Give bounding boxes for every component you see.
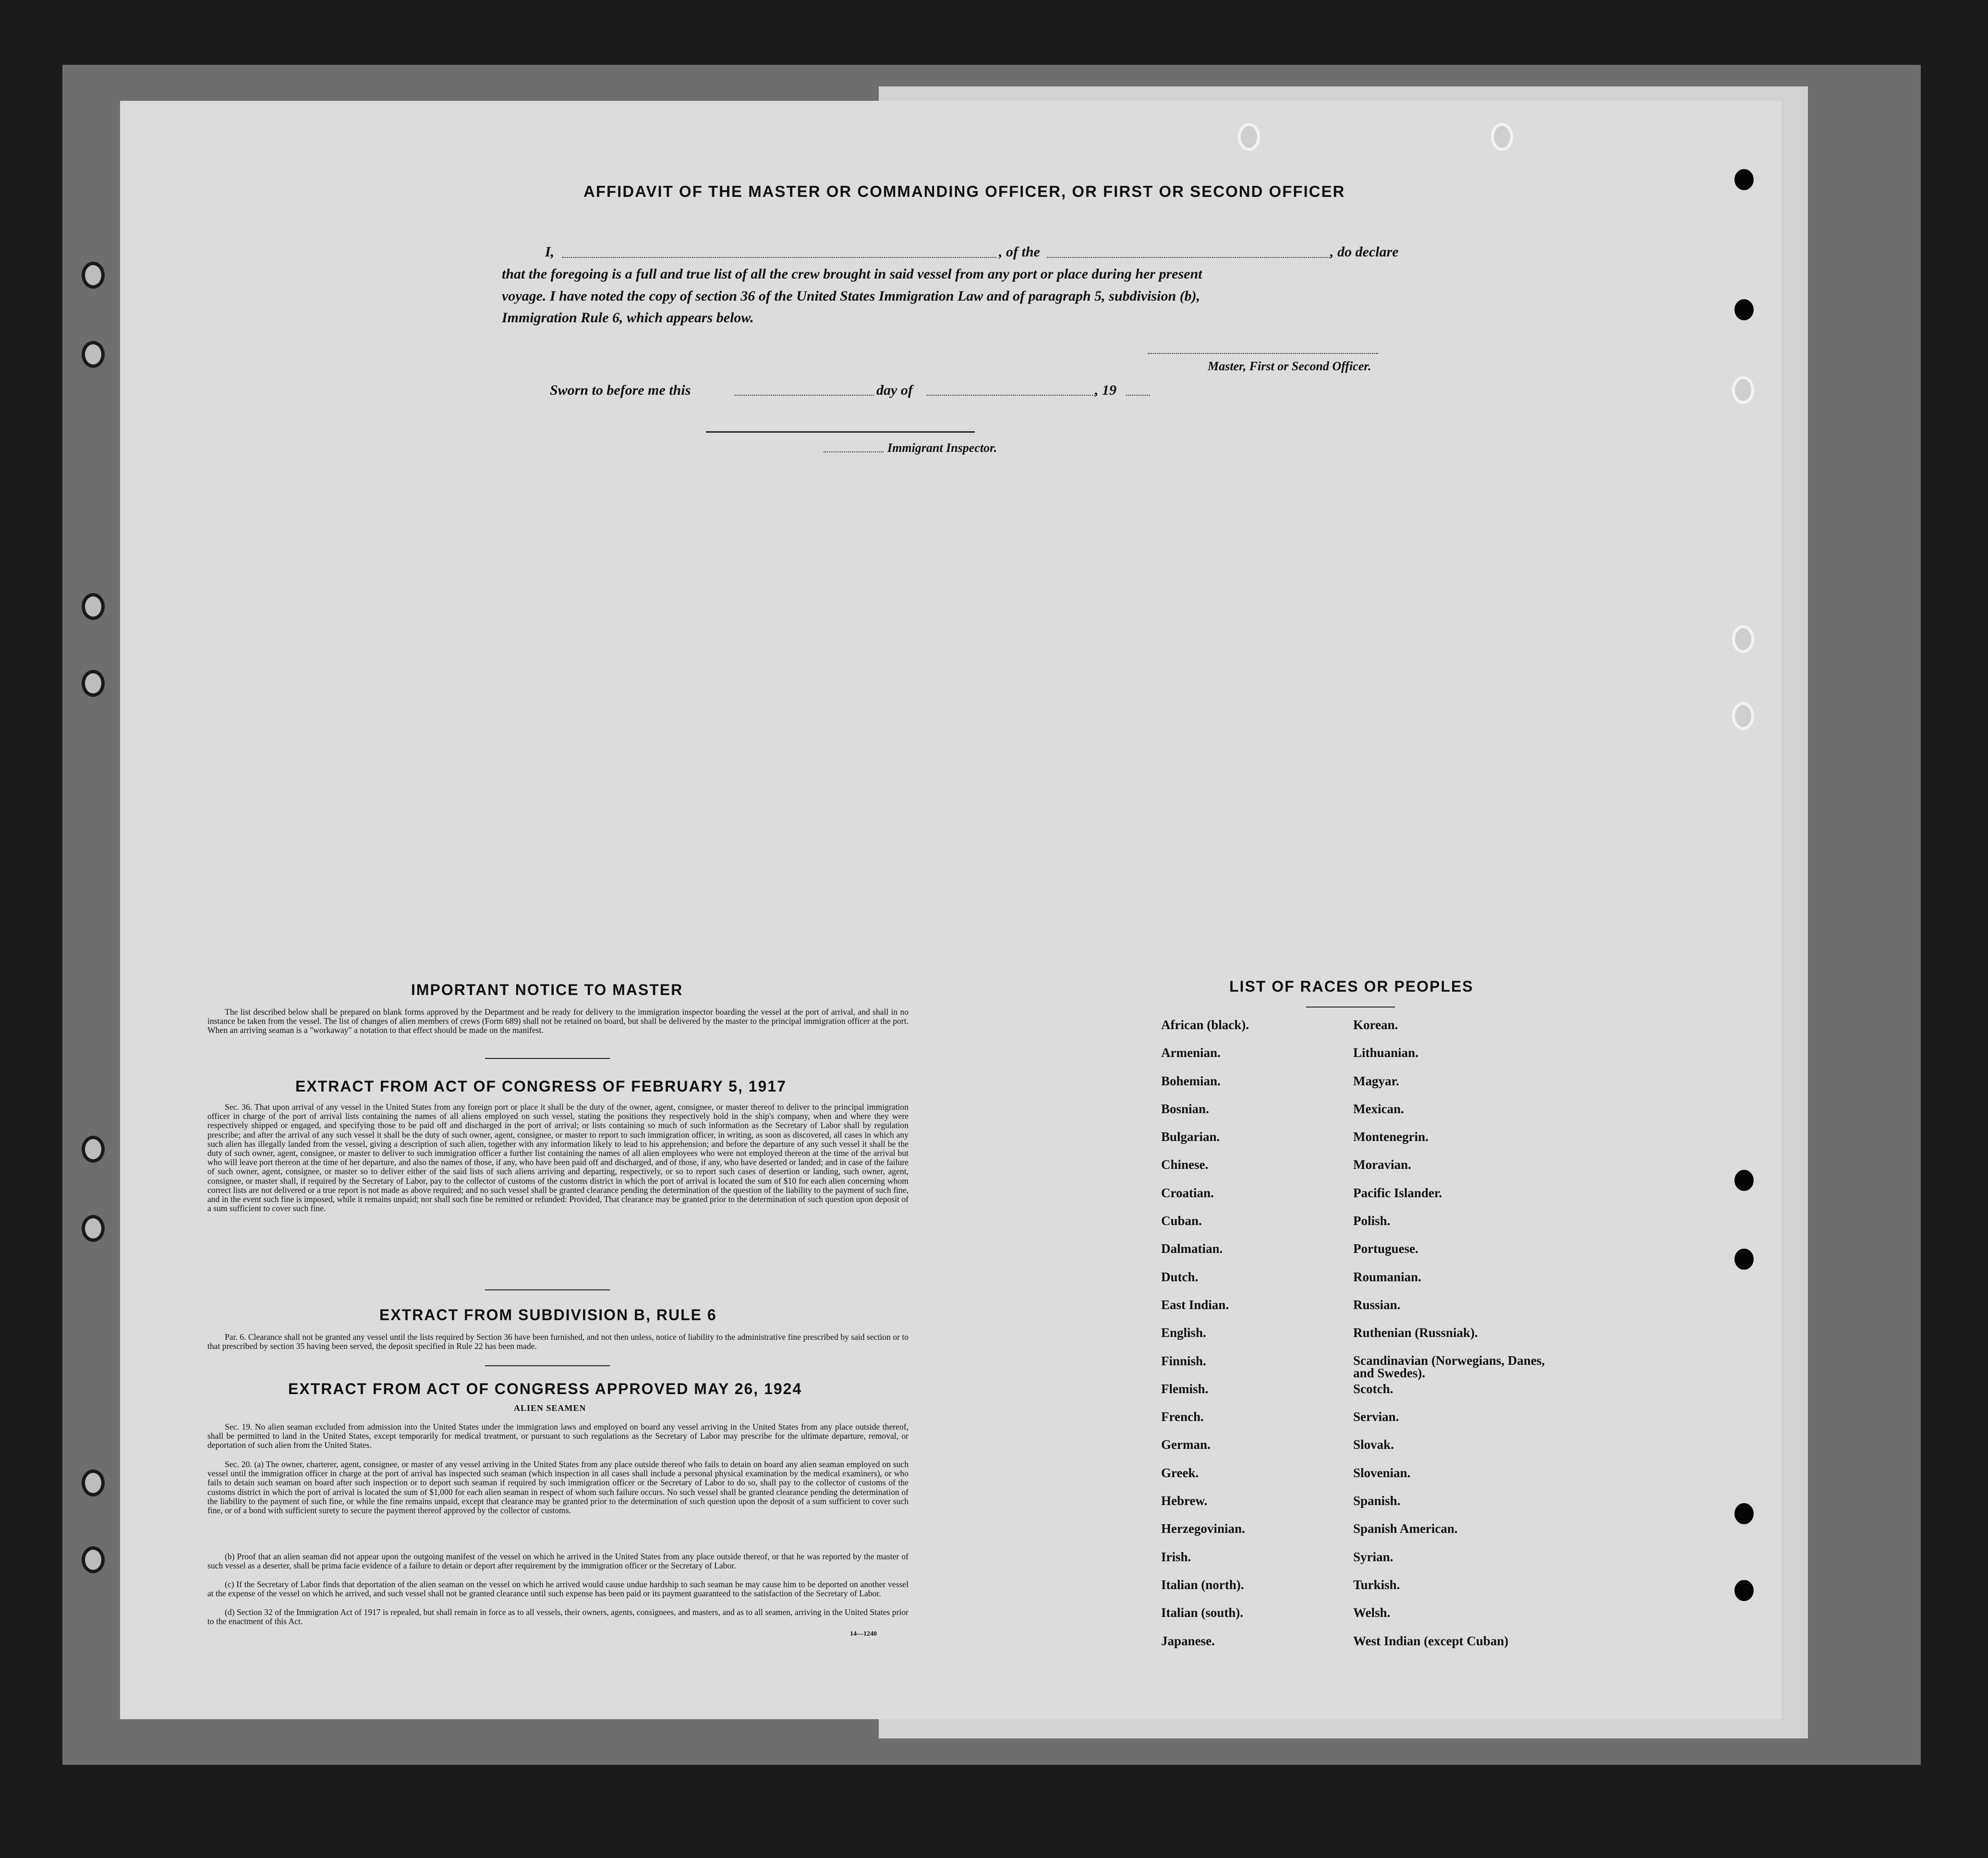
race-item: Cuban. bbox=[1161, 1214, 1202, 1228]
race-item: Ruthenian (Russniak). bbox=[1353, 1325, 1478, 1340]
affidavit-line-2: that the foregoing is a full and true list of all the crew brought in said vessel from any port or place during her present bbox=[502, 266, 1202, 282]
sec20a-text: Sec. 20. (a) The owner, charterer, agent, consignee, or master of any vessel arriving in the United States from any place outside thereof who fails to detain on board any alien seaman employed on such vessel until the immigration officer in charge at the port of arrival has inspected such seaman (which inspection in all cases shall include a personal physical examination by the medical examiners), or who fails to detain such seaman on board after such inspection or to deport such seaman if required by such immigration officer or the Secretary of Labor to do so, shall pay to the collector of customs of the customs district in which the port of arrival is located the sum of $1,000 for each alien seaman in respect of whom such failure occurs. No such vessel shall be granted clearance pending the determination of the liability to the payment of such fine, or while the fine remains unpaid, except that clearance may be granted prior to the determination of such question upon the deposit of a sum sufficient to cover such fine, or of a bond with sufficient surety to secure the payment thereof approved by the collector of customs. bbox=[207, 1459, 909, 1516]
punch-hole bbox=[1734, 1170, 1754, 1191]
inspector-signature-line bbox=[706, 431, 975, 433]
race-item: Russian. bbox=[1353, 1297, 1401, 1312]
extract-1917-title: EXTRACT FROM ACT OF CONGRESS OF FEBRUARY 5, 1917 bbox=[295, 1078, 787, 1095]
name-blank bbox=[562, 257, 996, 258]
extract-1924-title: EXTRACT FROM ACT OF CONGRESS APPROVED MAY 26, 1924 bbox=[288, 1380, 802, 1397]
race-item: Slovak. bbox=[1353, 1437, 1394, 1452]
race-item: Italian (north). bbox=[1161, 1577, 1244, 1592]
binder-hole bbox=[82, 670, 105, 697]
race-item: Mexican. bbox=[1353, 1101, 1404, 1116]
punch-hole bbox=[1732, 376, 1754, 404]
master-signature-line bbox=[1148, 353, 1378, 354]
race-item: Dalmatian. bbox=[1161, 1241, 1223, 1256]
punch-hole bbox=[1238, 123, 1260, 151]
race-item: Syrian. bbox=[1353, 1549, 1394, 1564]
race-item: Lithuanian. bbox=[1353, 1045, 1418, 1060]
race-item: Turkish. bbox=[1353, 1577, 1400, 1592]
race-item: Armenian. bbox=[1161, 1045, 1221, 1060]
punch-hole bbox=[1734, 1249, 1754, 1270]
punch-hole bbox=[1732, 702, 1754, 730]
race-item: Scandinavian (Norwegians, Danes, and Swedes). bbox=[1353, 1353, 1545, 1380]
extract-1917-text: Sec. 36. That upon arrival of any vessel in the United States from any foreign port or place it shall be the duty of the owner, agent, consignee, or master thereof to deliver to the principal immigration officer in charge of the port of arrival lists containing the names of all aliens employed on such vessel, stating the positions they respectively hold in the ship's company, when and where they were respectively shipped or engaged, and specifying those to be paid off and discharged in the port of arrival; or lists containing so much of such information as the Secretary of Labor shall by regulation prescribe; and after the arrival of any such vessel it shall be the duty of such owner, agent, consignee, or master to report to such immigration officer, in writing, as soon as discovered, all cases in which any such alien has illegally landed from the vessel, giving a description of such alien, together with any information likely to lead to his apprehension; and before the departure of any such vessel it shall be the duty of such owner, agent, consignee, or master to deliver to such immigration officer a further list containing the names of all alien employees who were not employed thereon at the time of the arrival but who will leave port thereon at the time of her departure, and also the names of those, if any, who have been paid off and discharged, and of those, if any, who have deserted or landed; and in case of the failure of such owner, agent, consignee, or master so to deliver either of the said lists of such aliens arriving and departing, respectively, or so to report such cases of desertion or landing, such owner, agent, consignee, or master shall, if required by the Secretary of Labor, pay to the collector of customs of the customs district in which the port of arrival is located the sum of $10 for each alien concerning whom correct lists are not delivered or a true report is not made as above required; and no such vessel shall be granted clearance pending the determination of the question of the liability to the payment of such fine, and in the event such fine is imposed, while it remains unpaid; nor shall such fine be remitted or refunded: Provided, That clearance may be granted prior to the determination of such question upon deposit of a sum sufficient to cover such fine. bbox=[207, 1102, 909, 1214]
punch-hole bbox=[1732, 625, 1754, 653]
sworn-day-blank bbox=[735, 395, 874, 396]
race-item: French. bbox=[1161, 1409, 1204, 1424]
binder-hole bbox=[82, 1136, 105, 1163]
race-item: Bohemian. bbox=[1161, 1073, 1221, 1088]
race-item: Montenegrin. bbox=[1353, 1129, 1429, 1144]
race-item: African (black). bbox=[1161, 1018, 1249, 1032]
inspector-caption: Immigrant Inspector. bbox=[887, 441, 997, 455]
affidavit-line-3: voyage. I have noted the copy of section 36 of the United States Immigration Law and of paragraph 5, subdivision (b), bbox=[502, 288, 1200, 304]
inspector-blank bbox=[824, 451, 884, 452]
race-item: Italian (south). bbox=[1161, 1605, 1244, 1620]
race-item: Portuguese. bbox=[1353, 1241, 1418, 1256]
races-title: LIST OF RACES OR PEOPLES bbox=[1229, 978, 1474, 995]
sec19-text: Sec. 19. No alien seaman excluded from admission into the United States under the immigration laws and employed on board any vessel arriving in the United States from any place outside thereof, shall be permitted to land in the United States, except temporarily for medical treatment, or pursuant to such regulations as the Secretary of Labor may prescribe for the ultimate departure, removal, or deportation of such alien from the United States. bbox=[207, 1422, 909, 1450]
race-item: Dutch. bbox=[1161, 1269, 1199, 1284]
punch-hole bbox=[1734, 1580, 1754, 1601]
punch-hole bbox=[1734, 169, 1754, 190]
binder-hole bbox=[82, 593, 105, 620]
race-item: Japanese. bbox=[1161, 1633, 1215, 1648]
divider bbox=[485, 1365, 610, 1366]
master-caption: Master, First or Second Officer. bbox=[1208, 359, 1371, 373]
race-item: German. bbox=[1161, 1437, 1211, 1452]
divider bbox=[485, 1289, 610, 1290]
rule6-text: Par. 6. Clearance shall not be granted any vessel until the lists required by Section 36 have been furnished, and not then unless, notice of liability to the administrative fine prescribed by said section or to that prescribed by section 35 having been served, the deposit specified in Rule 22 has been made. bbox=[207, 1332, 909, 1351]
notice-text: The list described below shall be prepared on blank forms approved by the Department and be ready for delivery to the immigration inspector boarding the vessel at the port of arrival, and shall in no instance be taken from the vessel. The list of changes of alien members of crews (Form 689) shall not be retained on board, but shall be delivered by the master to the principal immigration officer at the port. When an arriving seaman is a "workaway" a notation to that effect should be made on the manifest. bbox=[207, 1007, 909, 1035]
rule6-title: EXTRACT FROM SUBDIVISION B, RULE 6 bbox=[379, 1306, 717, 1324]
race-item: Magyar. bbox=[1353, 1073, 1399, 1088]
race-item: Moravian. bbox=[1353, 1157, 1411, 1172]
punch-hole bbox=[1491, 123, 1513, 151]
binder-hole bbox=[82, 1469, 105, 1496]
race-item: Greek. bbox=[1161, 1465, 1199, 1480]
punch-hole bbox=[1734, 299, 1754, 320]
punch-hole bbox=[1734, 1503, 1754, 1524]
race-item: Flemish. bbox=[1161, 1381, 1209, 1396]
form-number: 14—1240 bbox=[850, 1630, 877, 1638]
sec20b-text: (b) Proof that an alien seaman did not appear upon the outgoing manifest of the vessel on which he arrived in the United States from any place outside thereof, or that he was reported by the master of such vessel as a deserter, shall be prima facie evidence of a failure to detain or deport after requirement by the immigration officer or the Secretary of Labor. bbox=[207, 1552, 909, 1571]
race-item: Hebrew. bbox=[1161, 1494, 1208, 1508]
binder-hole bbox=[82, 1215, 105, 1242]
binder-hole bbox=[82, 1546, 105, 1573]
alien-seamen-subtitle: ALIEN SEAMEN bbox=[514, 1403, 586, 1413]
sec20d-text: (d) Section 32 of the Immigration Act of 1917 is repealed, but shall remain in force as to all vessels, their owners, agents, consignees, and masters, and as to all seamen, arriving in the United States prior to the enactment of this Act. bbox=[207, 1607, 909, 1627]
affidavit-declare-label: , do declare bbox=[1330, 244, 1399, 260]
race-item: Pacific Islander. bbox=[1353, 1185, 1442, 1200]
day-of-label: day of bbox=[876, 382, 913, 398]
races-column-2 bbox=[1353, 1018, 1564, 1662]
notice-title: IMPORTANT NOTICE TO MASTER bbox=[411, 981, 683, 998]
sworn-label: Sworn to before me this bbox=[550, 382, 691, 398]
race-item: Polish. bbox=[1353, 1214, 1391, 1228]
year-blank bbox=[1126, 395, 1150, 396]
race-item: Bosnian. bbox=[1161, 1101, 1209, 1116]
affidavit-line-4: Immigration Rule 6, which appears below. bbox=[502, 310, 754, 326]
race-item: Finnish. bbox=[1161, 1353, 1206, 1368]
race-item: Scotch. bbox=[1353, 1381, 1394, 1396]
divider bbox=[1306, 1007, 1395, 1008]
race-item: Bulgarian. bbox=[1161, 1129, 1220, 1144]
race-item: Slovenian. bbox=[1353, 1465, 1411, 1480]
race-item: Korean. bbox=[1353, 1018, 1398, 1032]
race-item: Croatian. bbox=[1161, 1185, 1214, 1200]
race-item: English. bbox=[1161, 1325, 1206, 1340]
races-column-1 bbox=[1161, 1018, 1344, 1662]
sworn-month-blank bbox=[927, 395, 1095, 396]
vessel-blank bbox=[1047, 257, 1330, 258]
sec20c-text: (c) If the Secretary of Labor finds that deportation of the alien seaman on the vessel on which he arrived would cause undue hardship to such seaman he may cause him to be deported on another vessel at the expense of the vessel on which he arrived, and such vessel shall not be granted clearance until such expense has been paid or its payment guaranteed to the satisfaction of the Secretary of Labor. bbox=[207, 1579, 909, 1599]
binder-hole bbox=[82, 262, 105, 289]
affidavit-title: AFFIDAVIT OF THE MASTER OR COMMANDING OFFICER, OR FIRST OR SECOND OFFICER bbox=[583, 182, 1346, 200]
race-item: East Indian. bbox=[1161, 1297, 1229, 1312]
affidavit-i-label: I, bbox=[545, 244, 555, 260]
race-item: Chinese. bbox=[1161, 1157, 1209, 1172]
year-label: , 19 bbox=[1095, 382, 1116, 398]
race-item: Spanish. bbox=[1353, 1494, 1401, 1508]
binder-hole bbox=[82, 341, 105, 368]
race-item: Roumanian. bbox=[1353, 1269, 1421, 1284]
race-item: Herzegovinian. bbox=[1161, 1521, 1245, 1536]
race-item: Servian. bbox=[1353, 1409, 1399, 1424]
race-item: Spanish American. bbox=[1353, 1521, 1458, 1536]
affidavit-of-the-label: , of the bbox=[999, 244, 1040, 260]
race-item: Irish. bbox=[1161, 1549, 1191, 1564]
race-item: West Indian (except Cuban) bbox=[1353, 1633, 1509, 1648]
race-item: Welsh. bbox=[1353, 1605, 1391, 1620]
divider bbox=[485, 1058, 610, 1059]
